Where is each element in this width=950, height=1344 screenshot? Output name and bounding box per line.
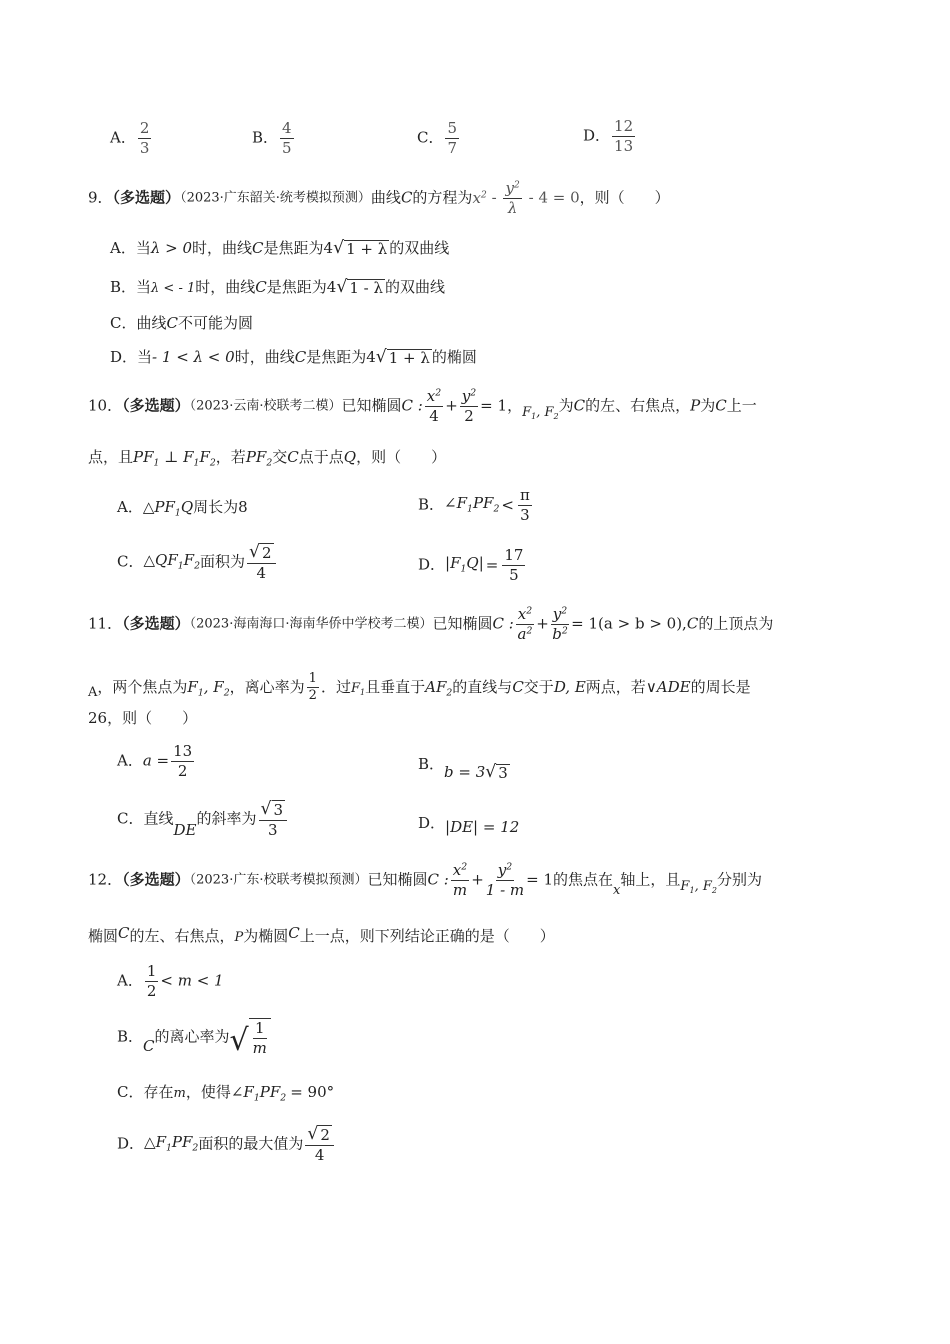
fraction: $\frac{y^2}{1 - m}$ <box>485 861 525 899</box>
sqrt: √ 1 + λ <box>333 238 388 259</box>
fraction: $\frac{1}{2}$ <box>308 671 317 704</box>
fraction: $\frac{13}{2}$ <box>173 742 193 780</box>
q8-option-a: A． $\frac{2}{3}$ <box>110 119 150 157</box>
fraction: $\frac{y^2}{2}$ <box>461 387 477 425</box>
q9-stem: 9．（多选题）（2023·广东韶关·统考模拟预测）曲线C的方程为$x^2$ - $\frac{y^2}{\lambda}$ - 4 = 0，则（ ） <box>88 179 670 217</box>
q12-option-b: B．C的离心率为 √ $\frac{1}{m}$ <box>117 1018 271 1056</box>
fraction: $\frac{12}{13}$ <box>614 117 634 155</box>
q9-option-b: B．当λ < - 1时，曲线C是焦距为4 √ 1 - λ 的双曲线 <box>110 277 445 298</box>
q11-stem-line1: 11．（多选题）（2023·海南海口·海南华侨中学校考二模）已知椭圆C : $\frac{x^2}{a^2}$ + $\frac{y^2}{b^2}$ = 1(a > b > 0),C的上顶点为 <box>88 605 774 643</box>
sqrt: √ 3 <box>485 762 508 783</box>
fraction: $\frac{x^2}{a^2}$ <box>517 605 533 643</box>
q12-stem-line2: 椭圆C的左、右焦点，P为椭圆C上一点，则下列结论正确的是（ ） <box>88 924 555 945</box>
q10-option-b: B．$\angle F_1PF_2$ < $\frac{\pi}{3}$ <box>418 486 530 524</box>
fraction: $\frac{\pi}{3}$ <box>519 486 530 524</box>
q11-stem-line2: A，两个焦点为$F_1$, $F_2$，离心率为 $\frac{1}{2}$ ．过$F_1$且垂直于$AF_2$的直线与C交于D, E两点，若∨ADE的周长是 <box>88 671 751 704</box>
fraction: $\frac{1}{2}$ <box>146 962 157 1000</box>
fraction: $\frac{17}{5}$ <box>504 546 524 584</box>
fraction: $\frac{4}{5}$ <box>282 119 292 157</box>
q11-option-b: B．b = 3 √ 3 <box>418 755 508 783</box>
q9-option-d: D．当- 1 < λ < 0时，曲线C是焦距为4 √ 1 + λ 的椭圆 <box>110 347 477 368</box>
q8-option-d: D． $\frac{12}{13}$ <box>583 117 634 155</box>
q12-stem-line1: 12．（多选题）（2023·广东·校联考模拟预测）已知椭圆C : $\frac{x^2}{m}$ + $\frac{y^2}{1 - m}$ = 1的焦点在x轴上，且$F_1$, $F_2$分别为 <box>88 861 762 899</box>
fraction: √ 3 3 <box>259 800 288 838</box>
q10-option-a: A．$\triangle PF_1Q$周长为8 <box>117 498 248 519</box>
fraction: $\frac{2}{3}$ <box>139 119 150 157</box>
fraction: √ 2 4 <box>247 543 276 581</box>
fraction: $\frac{x^2}{4}$ <box>426 387 442 425</box>
q10-stem-line1: 10．（多选题）（2023·云南·校联考二模）已知椭圆C : $\frac{x^2}{4}$ + $\frac{y^2}{2}$ = 1，$F_1$, $F_2$为C的左、右焦点，P为C上一 <box>88 387 757 425</box>
q9-option-a: A．当λ > 0时，曲线C是焦距为4 √ 1 + λ 的双曲线 <box>110 238 450 259</box>
q12-option-d: D．$\triangle F_1PF_2$面积的最大值为 √ 2 4 <box>117 1125 336 1163</box>
q9-option-c: C．曲线C不可能为圆 <box>110 314 253 332</box>
q11-option-c: C．直线DE的斜率为 √ 3 3 <box>117 800 289 838</box>
q8-option-b: B． $\frac{4}{5}$ <box>252 119 292 157</box>
fraction: √ 2 4 <box>305 1125 334 1163</box>
q11-option-a: A．a = $\frac{13}{2}$ <box>117 742 193 780</box>
q10-stem-line2: 点，且$PF_1$ ⊥ $F_1F_2$，若$PF_2$交C点于点Q，则（ ） <box>88 448 447 469</box>
q12-option-a: A． $\frac{1}{2}$ < m < 1 <box>117 962 224 1000</box>
sqrt: √ 1 + λ <box>375 347 430 368</box>
sqrt: √ 1 - λ <box>336 277 383 298</box>
q10-option-c: C．$\triangle QF_1F_2$面积为 √ 2 4 <box>117 543 278 581</box>
q12-option-c: C．存在m，使得$\angle F_1PF_2 = 90^\circ$ <box>117 1083 335 1104</box>
sqrt: √ $\frac{1}{m}$ <box>230 1018 271 1056</box>
fraction: $\frac{5}{7}$ <box>447 119 458 157</box>
q8-option-c: C． $\frac{5}{7}$ <box>417 119 458 157</box>
q10-option-d: D．$|F_1Q|$ = $\frac{17}{5}$ <box>418 546 524 584</box>
q11-option-d: D．|DE| = 12 <box>418 814 520 836</box>
fraction: $\frac{x^2}{m}$ <box>452 861 468 899</box>
fraction: $\frac{y^2}{b^2}$ <box>552 605 568 643</box>
fraction: $\frac{y^2}{\lambda}$ <box>505 179 520 217</box>
q11-stem-line3: 26，则（ ） <box>88 709 198 727</box>
